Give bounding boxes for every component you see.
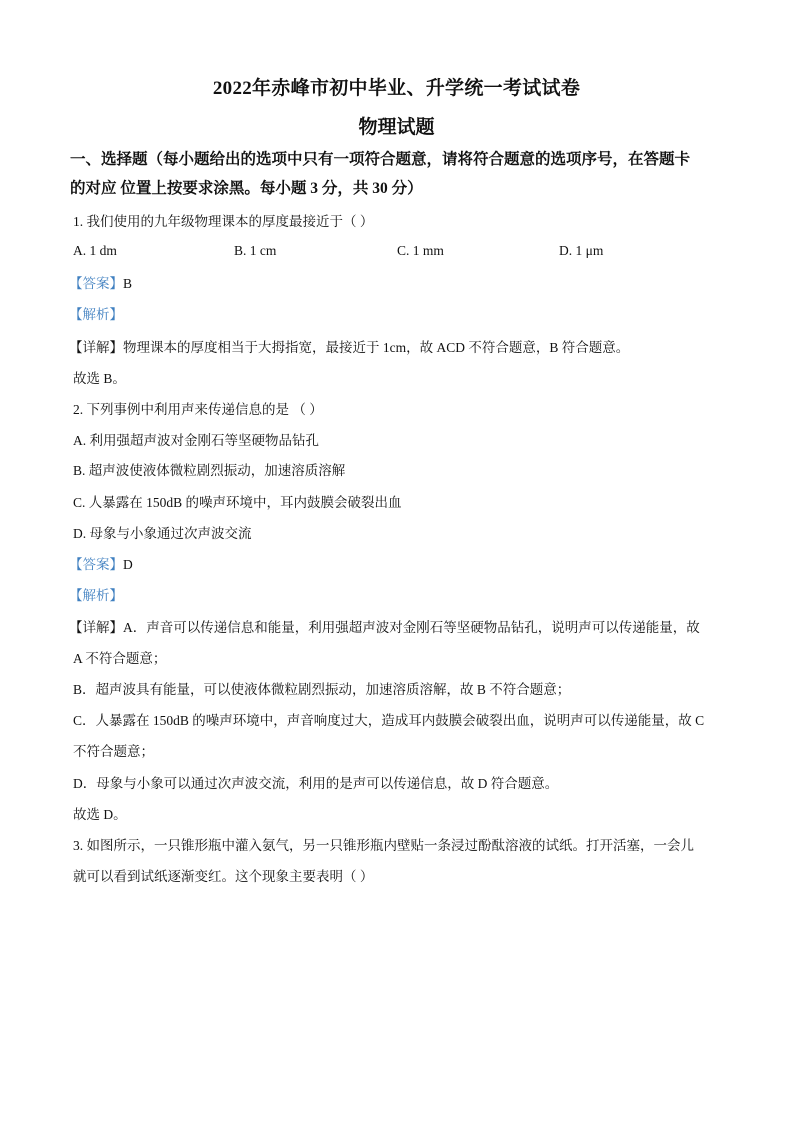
q2-conclusion: 故选 D。 [73,807,127,822]
q1-option-c: C. 1 mm [397,243,444,258]
q2-detail-line-4: C．人暴露在 150dB 的噪声环境中，声音响度过大，造成耳内鼓膜会破裂出血，说明声可以传递能量，故 C [73,713,705,728]
answer-value: D [123,557,133,572]
q1-option-b: B. 1 cm [234,243,277,258]
q2-option-d: D. 母象与小象通过次声波交流 [73,526,252,541]
q2-option-b: B. 超声波使液体微粒剧烈振动，加速溶质溶解 [73,463,346,478]
q1-detail [69,338,629,358]
detail-label: 【详解】 [69,340,123,355]
detail-text: A．声音可以传递信息和能量，利用强超声波对金刚石等坚硬物品钻孔，说明声可以传递能量，故 [123,620,700,635]
q2-detail-line-1 [69,618,700,638]
q1-conclusion: 故选 B。 [73,371,126,386]
q2-detail-line-3: B．超声波具有能量，可以使液体微粒剧烈振动，加速溶质溶解，故 B 不符合题意； [73,682,571,697]
q2-analysis-label: 【解析】 [69,588,123,603]
q3-stem-line-1: 3. 如图所示，一只锥形瓶中灌入氨气，另一只锥形瓶内壁贴一条浸过酚酞溶液的试纸。打开活塞，一会儿 [73,838,694,853]
q2-detail-line-6: D．母象与小象可以通过次声波交流，利用的是声可以传递信息，故 D 符合题意。 [73,776,559,791]
q2-detail-line-5: 不符合题意； [73,744,154,759]
page-title: 2022年赤峰市初中毕业、升学统一考试试卷 [212,78,581,99]
q1-analysis-label: 【解析】 [69,307,123,322]
q1-option-d: D. 1 μm [559,243,604,258]
q2-option-c: C. 人暴露在 150dB 的噪声环境中，耳内鼓膜会破裂出血 [73,495,402,510]
detail-label: 【详解】 [69,620,123,635]
q2-option-a: A. 利用强超声波对金刚石等坚硬物品钻孔 [73,433,319,448]
answer-label: 【答案】 [69,276,123,291]
answer-value: B [123,276,133,291]
q3-stem-line-2: 就可以看到试纸逐渐变红。这个现象主要表明（ ） [73,869,374,884]
section-heading-line-2: 的对应 位置上按要求涂黑。每小题 3 分，共 30 分） [70,180,423,197]
detail-text: 物理课本的厚度相当于大拇指宽，最接近于 1cm，故 ACD 不符合题意，B 符合题意。 [123,340,630,355]
q1-option-a: A. 1 dm [73,243,117,258]
q2-answer [69,555,133,575]
answer-label: 【答案】 [69,557,123,572]
page-subtitle: 物理试题 [358,117,435,138]
q1-answer [69,274,132,294]
section-heading-line-1: 一、选择题（每小题给出的选项中只有一项符合题意，请将符合题意的选项序号，在答题卡 [70,151,691,168]
q1-stem: 1. 我们使用的九年级物理课本的厚度最接近于（ ） [73,214,374,229]
q2-stem: 2. 下列事例中利用声来传递信息的是 （ ） [73,402,323,417]
q2-detail-line-2: A 不符合题意； [73,651,167,666]
